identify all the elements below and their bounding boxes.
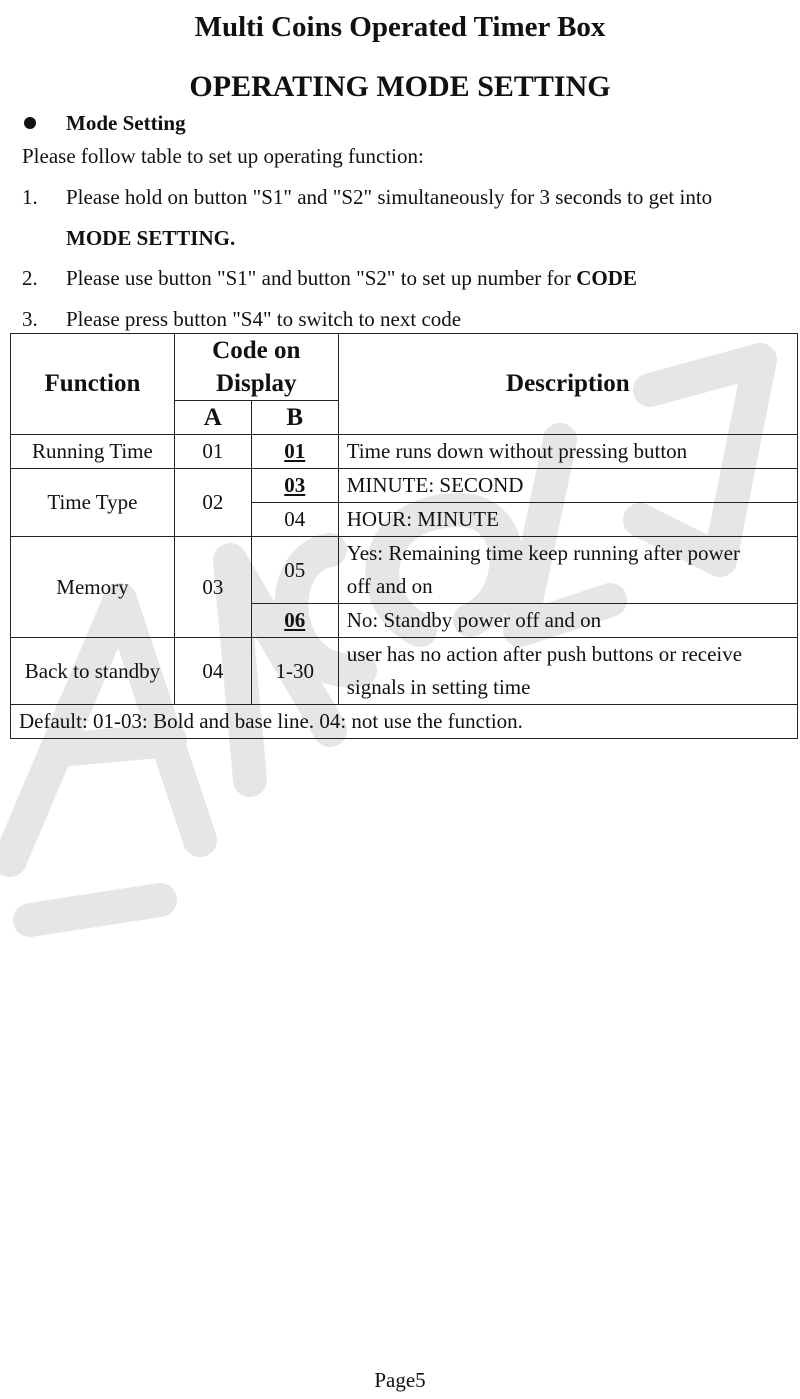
- cell-code-a: 02: [174, 469, 251, 537]
- step-number: 3.: [22, 307, 38, 331]
- cell-code-b: 05: [251, 537, 338, 604]
- page-number: Page5: [374, 1368, 426, 1392]
- section-title: OPERATING MODE SETTING: [189, 70, 611, 103]
- bullet-icon: [24, 117, 36, 129]
- cell-function: Time Type: [11, 469, 175, 537]
- cell-function: Running Time: [11, 435, 175, 469]
- cell-function: Memory: [11, 537, 175, 638]
- table-row: [11, 638, 798, 705]
- cell-function: Back to standby: [11, 638, 175, 705]
- description-line: off and on: [346, 574, 433, 598]
- intro-text: Please follow table to set up operating function:: [22, 144, 424, 168]
- cell-code-a: 01: [174, 435, 251, 469]
- cell-code-b-default: 03: [251, 469, 338, 503]
- header-display: Display: [215, 370, 297, 397]
- cell-description: Time runs down without pressing button: [338, 435, 797, 469]
- table-note-row: [11, 705, 798, 739]
- cell-code-a: 03: [174, 537, 251, 638]
- cell-description: MINUTE: SECOND: [338, 469, 797, 503]
- description-line: Yes: Remaining time keep running after power: [346, 541, 740, 565]
- cell-description: [338, 537, 797, 604]
- bullet-heading: [22, 111, 186, 135]
- cell-description: HOUR: MINUTE: [338, 503, 797, 537]
- table-header-row: [11, 334, 798, 401]
- document-title: Multi Coins Operated Timer Box: [194, 11, 606, 43]
- description-line: signals in setting time: [346, 675, 531, 699]
- cell-description: [338, 638, 797, 705]
- header-code-on: Code on: [212, 337, 301, 364]
- table-note: Default: 01-03: Bold and base line. 04: not use the function.: [11, 705, 798, 739]
- cell-code-b-default: 01: [251, 435, 338, 469]
- cell-code-a: 04: [174, 638, 251, 705]
- table-row: [11, 435, 798, 469]
- step-text: Please hold on button "S1" and "S2" simultaneously for 3 seconds to get into: [66, 185, 713, 209]
- step-emphasis: CODE: [576, 266, 637, 290]
- cell-code-b-default: 06: [251, 604, 338, 638]
- mode-setting-table: [10, 333, 798, 739]
- cell-code-b: 1-30: [251, 638, 338, 705]
- table-row: [11, 469, 798, 503]
- step-number: 1.: [22, 185, 38, 209]
- header-col-a: A: [174, 401, 251, 435]
- header-function: Function: [11, 334, 175, 435]
- cell-code-b: 04: [251, 503, 338, 537]
- step-text: Please use button "S1" and button "S2" to set up number for: [66, 266, 577, 290]
- bullet-heading-text: Mode Setting: [66, 111, 186, 135]
- step-number: 2.: [22, 266, 38, 290]
- step-text-wrap: [66, 266, 637, 290]
- step-1-continuation: MODE SETTING.: [66, 226, 236, 250]
- step-text: Please press button "S4" to switch to next code: [66, 307, 462, 331]
- header-code-on-display: [174, 334, 338, 401]
- table-row: [11, 537, 798, 604]
- description-line: user has no action after push buttons or receive: [346, 642, 743, 666]
- header-col-b: B: [251, 401, 338, 435]
- cell-description: No: Standby power off and on: [338, 604, 797, 638]
- header-description: Description: [338, 334, 797, 435]
